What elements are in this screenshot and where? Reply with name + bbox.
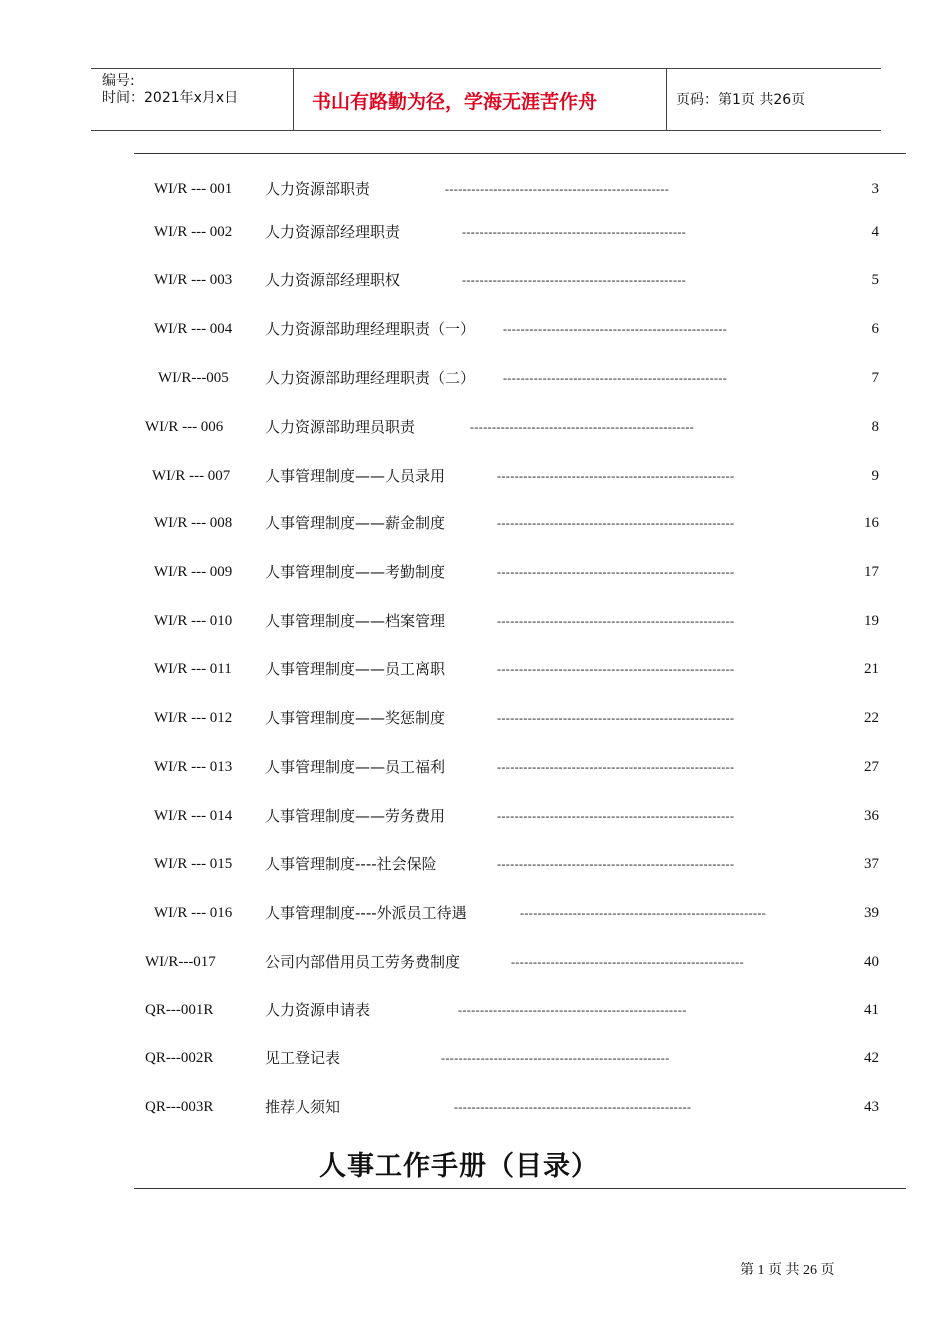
toc-entry-page-number: 3 [871, 181, 879, 197]
toc-entry-code: WI/R --- 016 [154, 905, 233, 921]
toc-entry-title: 人事管理制度——员工福利 [265, 758, 446, 776]
toc-entry-code: WI/R --- 002 [154, 224, 233, 240]
toc-entry-title: 人力资源部职责 [265, 180, 371, 198]
toc-entry-code: WI/R --- 001 [154, 181, 233, 197]
toc-entry-page-number: 21 [864, 661, 879, 677]
toc-entry-page-number: 41 [864, 1002, 879, 1018]
toc-entry [0, 416, 950, 438]
toc-entry-leader: --------------------------------------------------- [503, 371, 728, 385]
toc-entry-leader: ----------------------------------------------------- [511, 955, 744, 969]
toc-entry-title: 推荐人须知 [265, 1098, 341, 1116]
header-page-info: 页码：第1页 共26页 [676, 92, 806, 108]
toc-entry-page-number: 16 [864, 515, 879, 531]
toc-entry-code: WI/R---017 [145, 954, 216, 970]
toc-entry-title: 人事管理制度——员工离职 [265, 660, 446, 678]
toc-entry-code: WI/R --- 014 [154, 808, 233, 824]
toc-entry-leader: ------------------------------------------------------ [497, 614, 735, 628]
toc-entry [0, 465, 950, 487]
toc-entry-code: WI/R --- 010 [154, 613, 233, 629]
toc-entry-title: 见工登记表 [265, 1049, 341, 1067]
toc-entry [0, 610, 950, 632]
toc-entry-page-number: 37 [864, 856, 879, 872]
toc-entry-page-number: 8 [871, 419, 879, 435]
toc-entry-title: 人事管理制度——人员录用 [265, 467, 446, 485]
toc-entry-title: 人事管理制度——奖惩制度 [265, 709, 446, 727]
toc-entry-leader: ------------------------------------------------------ [497, 857, 735, 871]
toc-entry-title: 人事管理制度——薪金制度 [265, 514, 446, 532]
toc-entry-leader: --------------------------------------------------- [445, 182, 670, 196]
toc-entry-code: WI/R --- 012 [154, 710, 233, 726]
toc-entry-page-number: 42 [864, 1050, 879, 1066]
toc-entry-title: 人事管理制度----社会保险 [265, 855, 437, 873]
toc-entry-leader: --------------------------------------------------- [470, 420, 695, 434]
toc-entry-leader: --------------------------------------------------- [462, 273, 687, 287]
toc-entry-leader: ------------------------------------------------------ [497, 662, 735, 676]
toc-entry-page-number: 43 [864, 1099, 879, 1115]
toc-entry-code: WI/R --- 009 [154, 564, 233, 580]
toc-entry-code: WI/R --- 011 [154, 661, 232, 677]
toc-entry [0, 951, 950, 973]
toc-entry-page-number: 7 [871, 370, 879, 386]
bottom-divider [134, 1188, 906, 1189]
motto-text: 书山有路勤为径，学海无涯苦作舟 [312, 91, 598, 113]
toc-entry-title: 人事管理制度——劳务费用 [265, 807, 446, 825]
toc-entry-title: 人事管理制度——考勤制度 [265, 563, 446, 581]
doc-number-label: 编号: [102, 73, 135, 89]
toc-entry [0, 902, 950, 924]
toc-entry-code: QR---001R [145, 1002, 214, 1018]
toc-entry-page-number: 9 [871, 468, 879, 484]
toc-entry [0, 999, 950, 1021]
toc-entry [0, 512, 950, 534]
toc-entry-leader: ---------------------------------------------------- [441, 1051, 670, 1065]
toc-entry-title: 人力资源部经理职权 [265, 271, 401, 289]
toc-entry-code: WI/R --- 003 [154, 272, 233, 288]
toc-entry-leader: ------------------------------------------------------ [497, 760, 735, 774]
toc-entry-code: QR---002R [145, 1050, 214, 1066]
toc-entry [0, 1047, 950, 1069]
toc-entry-page-number: 40 [864, 954, 879, 970]
toc-entry-code: QR---003R [145, 1099, 214, 1115]
toc-entry [0, 1096, 950, 1118]
toc-entry-leader: ---------------------------------------------------- [458, 1003, 687, 1017]
toc-entry-leader: ------------------------------------------------------ [497, 516, 735, 530]
toc-entry-code: WI/R---005 [158, 370, 229, 386]
toc-entry [0, 805, 950, 827]
toc-entry-page-number: 17 [864, 564, 879, 580]
toc-entry [0, 318, 950, 340]
toc-entry-page-number: 6 [871, 321, 879, 337]
toc-entry-title: 人力资源部助理经理职责（二） [265, 369, 476, 387]
toc-entry-leader: ------------------------------------------------------ [454, 1100, 692, 1114]
toc-entry-leader: --------------------------------------------------- [503, 322, 728, 336]
toc-entry-code: WI/R --- 015 [154, 856, 233, 872]
footer-page-info: 第 1 页 共 26 页 [740, 1263, 835, 1278]
document-title: 人事工作手册（目录） [319, 1151, 599, 1182]
toc-entry [0, 707, 950, 729]
toc-entry-code: WI/R --- 008 [154, 515, 233, 531]
toc-entry-leader: --------------------------------------------------- [462, 225, 687, 239]
toc-entry [0, 658, 950, 680]
toc-entry-page-number: 36 [864, 808, 879, 824]
toc-entry-leader: ------------------------------------------------------ [497, 711, 735, 725]
toc-entry-page-number: 39 [864, 905, 879, 921]
toc-entry [0, 269, 950, 291]
toc-entry-title: 人事管理制度----外派员工待遇 [265, 904, 467, 922]
toc-entry-page-number: 27 [864, 759, 879, 775]
toc-entry [0, 221, 950, 243]
toc-entry-title: 人力资源申请表 [265, 1001, 371, 1019]
toc-entry-leader: ------------------------------------------------------ [497, 809, 735, 823]
toc-entry-title: 人事管理制度——档案管理 [265, 612, 446, 630]
toc-entry-code: WI/R --- 007 [152, 468, 231, 484]
toc-entry-title: 人力资源部经理职责 [265, 223, 401, 241]
toc-entry [0, 367, 950, 389]
toc-entry-page-number: 5 [871, 272, 879, 288]
toc-entry [0, 561, 950, 583]
toc-entry-title: 人力资源部助理员职责 [265, 418, 416, 436]
toc-entry-title: 公司内部借用员工劳务费制度 [265, 953, 461, 971]
toc-entry [0, 756, 950, 778]
toc-entry-leader: ------------------------------------------------------ [497, 565, 735, 579]
toc-entry [0, 178, 950, 200]
toc-entry-leader: ------------------------------------------------------ [497, 469, 735, 483]
toc-entry-code: WI/R --- 013 [154, 759, 233, 775]
toc-entry-title: 人力资源部助理经理职责（一） [265, 320, 476, 338]
toc-entry-page-number: 4 [871, 224, 879, 240]
toc-entry-code: WI/R --- 004 [154, 321, 233, 337]
doc-time-label: 时间：2021年x月x日 [102, 90, 239, 106]
toc-entry-page-number: 19 [864, 613, 879, 629]
toc-entry-leader: -------------------------------------------------------- [520, 906, 767, 920]
toc-entry-code: WI/R --- 006 [145, 419, 224, 435]
toc-entry [0, 853, 950, 875]
toc-entry-page-number: 22 [864, 710, 879, 726]
